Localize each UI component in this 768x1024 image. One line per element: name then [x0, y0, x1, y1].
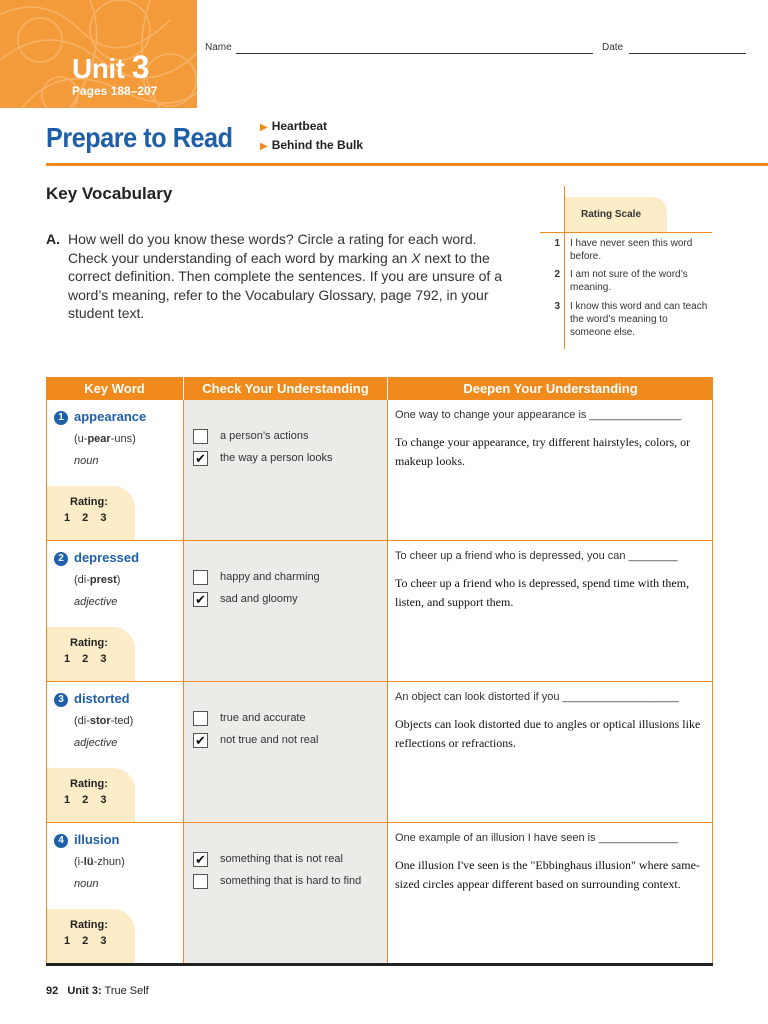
column-separator	[183, 682, 184, 822]
checkbox-checked[interactable]: ✔	[193, 451, 208, 466]
rating-box	[47, 909, 135, 963]
check-column	[183, 400, 387, 540]
selection-item	[260, 119, 327, 133]
choice-text: true and accurate	[220, 712, 306, 724]
rating-label: Rating:	[70, 778, 108, 790]
checkbox[interactable]	[193, 711, 208, 726]
unit-tab	[0, 0, 197, 108]
column-separator	[387, 400, 388, 540]
column-separator	[387, 823, 388, 963]
written-answer[interactable]: To cheer up a friend who is depressed, spend time with them, listen, and support them.	[395, 576, 690, 609]
rating-scale-num: 2	[554, 269, 560, 280]
title-divider	[46, 163, 768, 166]
selection-label: Behind the Bulk	[271, 138, 364, 152]
instruction-text	[68, 230, 518, 323]
rating-scale-text: I have never seen this word before.	[570, 238, 693, 262]
table-row	[46, 400, 713, 541]
pronunciation-stress: lü	[83, 856, 94, 868]
pronunciation-stress: stor	[89, 715, 111, 727]
pronunciation-part: (di-	[74, 715, 90, 727]
checkbox-checked[interactable]: ✔	[193, 592, 208, 607]
written-answer[interactable]: To change your appearance, try different hairstyles, colors, or makeup looks.	[395, 435, 691, 468]
instruction-text-part: next to the correct definition. Then complete the sentences. If you are unsure of a word’s meaning, refer to the Vocabulary Glossary, page 792, in your student text.	[68, 249, 502, 321]
check-column	[183, 682, 387, 822]
unit-pages: Pages 188–207	[72, 84, 158, 98]
rating-scale-num: 3	[554, 301, 560, 312]
rating-scale-num: 1	[554, 238, 560, 249]
rating-label: Rating:	[70, 637, 108, 649]
column-header-key-word: Key Word	[84, 381, 145, 396]
unit-word: Unit	[72, 53, 125, 84]
rating-scale-title: Rating Scale	[581, 209, 642, 220]
pronunciation	[74, 715, 133, 727]
pronunciation	[74, 433, 136, 445]
table-row	[46, 823, 713, 964]
table-row	[46, 541, 713, 682]
column-separator	[183, 541, 184, 681]
pronunciation-part: )	[116, 574, 121, 586]
key-word: distorted	[74, 691, 130, 706]
pronunciation-part: -ted)	[110, 715, 134, 727]
bottom-divider	[46, 963, 713, 966]
checkbox[interactable]	[193, 570, 208, 585]
sentence-prompt: One example of an illusion I have seen is _____________	[395, 832, 679, 844]
pronunciation-part: -uns)	[110, 433, 136, 445]
table-header	[46, 377, 713, 400]
table-row	[46, 682, 713, 823]
selection-label: Heartbeat	[271, 119, 328, 133]
check-column	[183, 541, 387, 681]
choice-text: sad and gloomy	[220, 593, 298, 605]
pronunciation-part: (i-	[74, 856, 84, 868]
check-column	[183, 823, 387, 963]
rating-box	[47, 627, 135, 681]
choice-text: happy and charming	[220, 571, 320, 583]
column-separator	[183, 400, 184, 540]
key-word: depressed	[74, 550, 140, 565]
rating-options[interactable]: 1 2 3	[64, 653, 107, 665]
page-footer	[46, 985, 149, 997]
section-heading: Key Vocabulary	[46, 184, 173, 203]
word-number-badge: 3	[54, 693, 68, 707]
unit-number: 3	[131, 49, 150, 85]
arrow-right-icon: ▶	[260, 141, 268, 152]
sentence-prompt: An object can look distorted if you ___________________	[395, 691, 679, 703]
unit-label	[72, 49, 150, 85]
rating-options[interactable]: 1 2 3	[64, 935, 107, 947]
rating-scale-text: I know this word and can teach the word’s meaning to someone else.	[570, 301, 708, 338]
choice-text: something that is hard to find	[220, 875, 362, 887]
instruction-mark: X	[411, 249, 421, 266]
choice-text: not true and not real	[220, 734, 319, 746]
part-of-speech: noun	[74, 455, 99, 467]
instruction-letter: A.	[46, 231, 60, 247]
column-separator	[387, 682, 388, 822]
footer-unit-label: Unit 3:	[67, 985, 102, 997]
selection-item	[260, 138, 363, 152]
checkbox[interactable]	[193, 429, 208, 444]
pronunciation	[74, 856, 125, 868]
name-field[interactable]	[236, 53, 593, 54]
choice-text: something that is not real	[220, 853, 343, 865]
choice-text: the way a person looks	[220, 452, 333, 464]
sentence-prompt: One way to change your appearance is _______________	[395, 409, 682, 421]
rating-scale-text: I am not sure of the word’s meaning.	[570, 269, 688, 293]
rating-scale-header	[565, 197, 667, 233]
pronunciation-stress: prest	[89, 574, 117, 586]
pronunciation-part: (u-	[74, 433, 88, 445]
column-separator	[387, 541, 388, 681]
rating-options[interactable]: 1 2 3	[64, 794, 107, 806]
word-number-badge: 2	[54, 552, 68, 566]
pronunciation-stress: pear	[87, 433, 111, 445]
key-word: illusion	[74, 832, 120, 847]
rating-box	[47, 768, 135, 822]
rating-scale-rule	[540, 232, 712, 233]
column-separator	[183, 823, 184, 963]
date-field[interactable]	[629, 53, 746, 54]
page-number: 92	[46, 985, 59, 997]
part-of-speech: adjective	[74, 596, 118, 608]
rating-label: Rating:	[70, 496, 108, 508]
part-of-speech: noun	[74, 878, 99, 890]
pronunciation	[74, 574, 120, 586]
written-answer[interactable]: One illusion I've seen is the "Ebbinghaus illusion" where same-sized circles appear different based on surrounding context.	[395, 858, 700, 891]
sentence-prompt: To cheer up a friend who is depressed, you can ________	[395, 550, 678, 562]
word-number-badge: 4	[54, 834, 68, 848]
checkbox-checked[interactable]: ✔	[193, 852, 208, 867]
key-word: appearance	[74, 409, 147, 424]
rating-options[interactable]: 1 2 3	[64, 512, 107, 524]
date-label: Date	[602, 42, 624, 53]
name-label: Name	[205, 42, 232, 53]
pronunciation-part: (di-	[74, 574, 90, 586]
column-header-deepen: Deepen Your Understanding	[463, 381, 638, 396]
table-border-right	[712, 377, 713, 963]
choice-text: a person’s actions	[220, 430, 309, 442]
table-border-left	[46, 377, 47, 963]
column-header-check: Check Your Understanding	[202, 381, 369, 396]
footer-unit-title: True Self	[104, 985, 149, 997]
checkbox[interactable]	[193, 874, 208, 889]
checkbox-checked[interactable]: ✔	[193, 733, 208, 748]
word-number-badge: 1	[54, 411, 68, 425]
rating-box	[47, 486, 135, 540]
page-title: Prepare to Read	[46, 122, 233, 153]
written-answer[interactable]: Objects can look distorted due to angles or optical illusions like reflections or refractions.	[395, 717, 701, 750]
arrow-right-icon: ▶	[260, 122, 268, 133]
instruction-text-part: How well do you know these words? Circle a rating for each word. Check your understanding of each word by marking an	[68, 231, 477, 266]
pronunciation-part: -zhun)	[93, 856, 125, 868]
part-of-speech: adjective	[74, 737, 118, 749]
rating-label: Rating:	[70, 919, 108, 931]
